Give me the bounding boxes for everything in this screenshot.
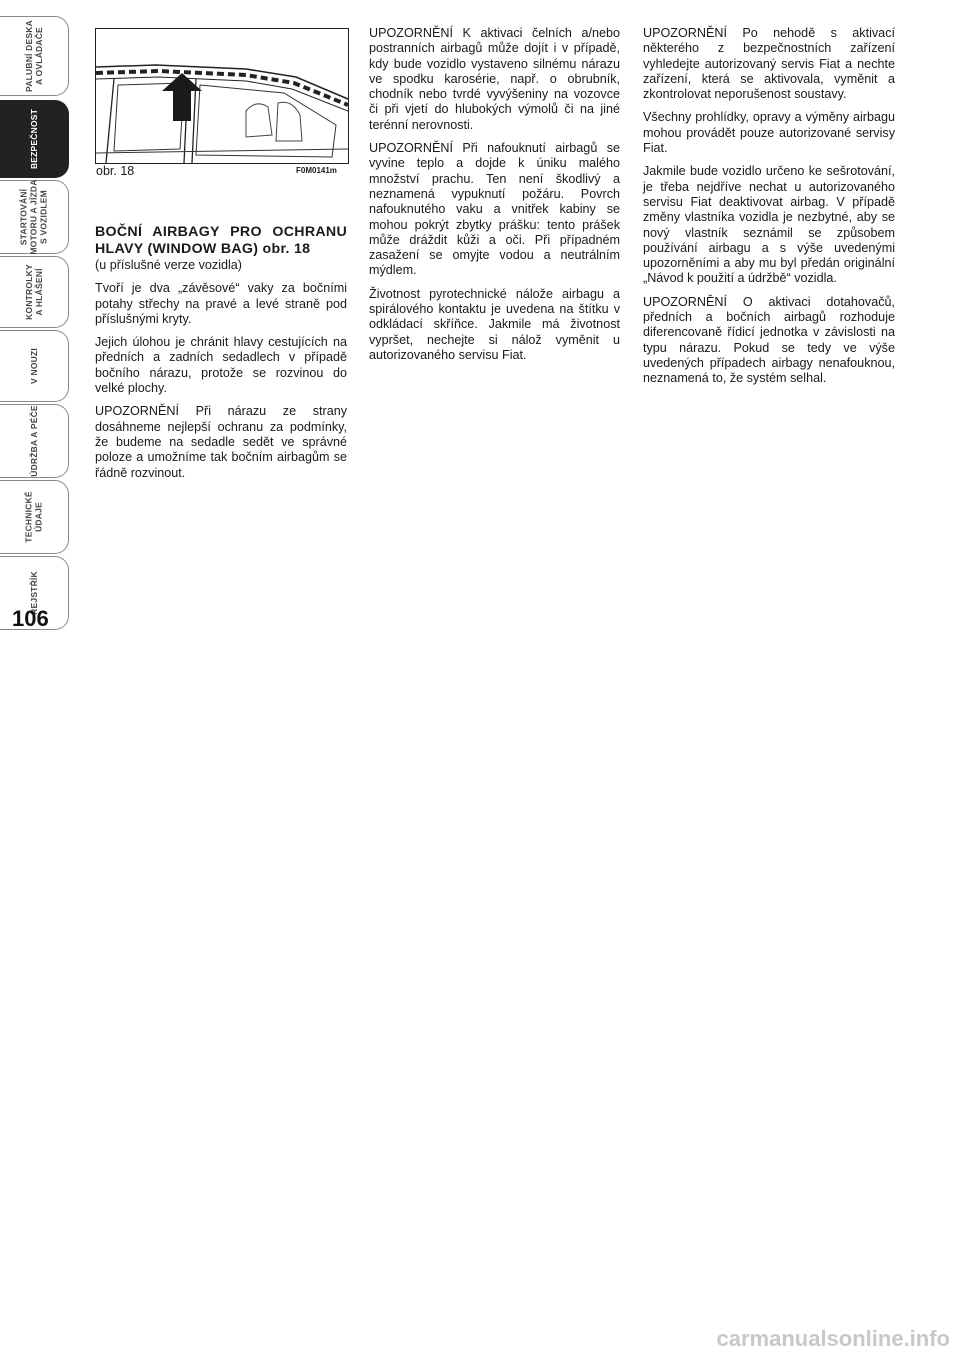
tab-kontrolky[interactable] [0, 256, 69, 328]
tab-label: REJSTŘÍK [28, 571, 39, 615]
tab-label: PALUBNÍ DESKA A OVLÁDAČE [24, 20, 44, 92]
watermark: carmanualsonline.info [716, 1326, 950, 1351]
figure-code: F0M0141m [296, 166, 337, 175]
tab-udrzba[interactable] [0, 404, 69, 478]
paragraph: Jejich úlohou je chránit hlavy cestujících na předních a zadních sedadlech v případě bočního nárazu, protože se rozvinou do velké plochy. [95, 335, 347, 396]
tab-label: KONTROLKY A HLÁŠENÍ [23, 264, 44, 320]
tab-label: BEZPEČNOST [29, 108, 39, 170]
car-side-drawing [96, 29, 348, 163]
car-window-airbag-illustration [95, 28, 349, 164]
page-number: 106 [12, 606, 49, 631]
tab-v-nouzi[interactable] [0, 330, 69, 402]
paragraph: Tvoří je dva „závěsové“ vaky za bočními potahy střechy na pravé a levé straně pod příslušnými kryty. [95, 281, 347, 326]
tab-label: TECHNICKÉ ÚDAJE [23, 491, 44, 543]
text-column-3 [643, 26, 895, 395]
paragraph: Životnost pyrotechnické nálože airbagu a spirálového kontaktu je uvedena na štítku v odkládací skříňce. Jakmile má životnost vypršet, nechejte si nálož vyměnit u autorizovaného servisu Fiat. [369, 286, 620, 362]
tab-label: ÚDRŽBA A PÉČE [29, 405, 40, 477]
paragraph: UPOZORNĚNÍ K aktivaci čelních a/nebo postranních airbagů může dojít i v případě, kdy bude vozidlo vystaveno silnému nárazu ve spodku karosérie, např. o obrubník, chodník nebo tvrdé vyvýšeniny na vozovce či při vjetí do hlubokých výmolů či na jiné terénní nerovnosti. [369, 26, 620, 132]
tab-palubni-deska[interactable] [0, 16, 69, 96]
paragraph: UPOZORNĚNÍ Při nafouknutí airbagů se vyvine teplo a dojde k úniku malého množství prachu. Ten není škodlivý a neznamená vypuknutí požáru. Povrch nafouknutého vaku a vnitřek kabiny se mohou pokrýt zbytky prášku: tento prášek může dráždit kůži a oči. Při případném zasažení se omyjte vodou a neutrálním mýdlem. [369, 141, 620, 278]
tab-technicke-udaje[interactable] [0, 480, 69, 554]
tab-label: V NOUZI [29, 348, 39, 384]
paragraph: Všechny prohlídky, opravy a výměny airbagu mohou provádět pouze autorizované servisy Fiat. [643, 110, 895, 156]
section-heading: BOČNÍ AIRBAGY PRO OCHRANU HLAVY (WINDOW BAG) obr. 18 [95, 224, 347, 257]
paragraph: UPOZORNĚNÍ Při nárazu ze strany dosáhneme nejlepší ochranu za podmínky, že budeme na sedadle sedět ve správné poloze a umožníme tak bočním airbagům se řádně rozvinout. [95, 404, 347, 480]
tab-startovani[interactable] [0, 180, 69, 254]
paragraph: UPOZORNĚNÍ O aktivaci dotahovačů, předních a bočních airbagů rozhoduje diferencovaně řídicí jednotka v závislosti na typu nárazu. Pokud se tedy ve výše uvedených případech airbagy nenafouknou, neznamená to, že systém selhal. [643, 294, 895, 386]
chapter-sidebar [0, 0, 72, 1358]
paragraph: Jakmile bude vozidlo určeno ke sešrotování, je třeba nejdříve nechat u autorizovaného servisu Fiat deaktivovat airbag. V případě změny vlastníka vozidla je nezbytné, aby se nový vlastník seznámil se způsobem používání airbagu a s výše uvedenými upozorněními a aby mu byl předán originální „Návod k použití a údržbě“ vozidla. [643, 164, 895, 286]
figure-caption: obr. 18 [96, 164, 135, 178]
section-subheading: (u příslušné verze vozidla) [95, 258, 242, 272]
text-column-1 [95, 224, 347, 489]
paragraph: UPOZORNĚNÍ Po nehodě s aktivací některého z bezpečnostních zařízení vyhledejte autorizovaný servis Fiat a nechte zařízení, která se aktivovala, vyměnit a zkontrolovat neporušenost soustavy. [643, 26, 895, 102]
text-column-2 [369, 26, 620, 371]
tab-bezpecnost[interactable] [0, 100, 69, 178]
tab-label: STARTOVÁNÍ MOTORU A JÍZDA S VOZIDLEM [19, 179, 49, 255]
